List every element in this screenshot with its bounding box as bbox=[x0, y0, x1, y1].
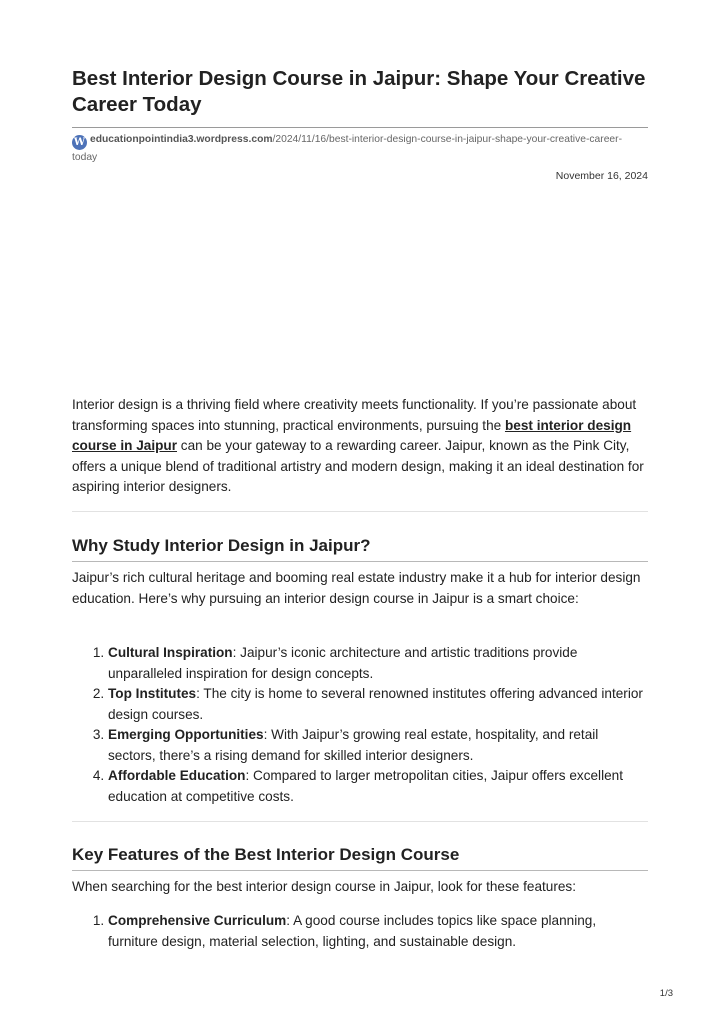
section-divider bbox=[72, 821, 648, 822]
list-item-term: Cultural Inspiration bbox=[108, 645, 233, 660]
title-divider bbox=[72, 127, 648, 128]
page-number: 1/3 bbox=[659, 988, 673, 999]
features-list bbox=[72, 911, 648, 952]
list-item-term: Emerging Opportunities bbox=[108, 727, 264, 742]
section-paragraph-why: Jaipur’s rich cultural heritage and booming real estate industry make it a hub for interior design education. Here’s why pursuing an interior design course in Jaipur is a smart choice: bbox=[72, 570, 641, 606]
list-item-desc: : A good course includes topics like space planning, furniture design, material selection, lighting, and sustainable design. bbox=[108, 913, 597, 949]
intro-text-before: Interior design is a thriving field where creativity meets functionality. If you’re passionate about transforming spaces into stunning, practical environments, pursuing the bbox=[72, 397, 637, 433]
source-line bbox=[72, 132, 632, 166]
list-item bbox=[108, 911, 648, 952]
course-link[interactable]: best interior design course in Jaipur bbox=[72, 417, 632, 453]
article-title: Best Interior Design Course in Jaipur: Shape Your Creative Career Today bbox=[72, 67, 646, 116]
intro-text-after: can be your gateway to a rewarding career. Jaipur, known as the Pink City, offers a unique blend of traditional artistry and modern design, making it an ideal destination for aspiring interior designers. bbox=[72, 438, 644, 494]
heading-underline bbox=[72, 870, 648, 871]
why-list bbox=[72, 643, 648, 807]
list-item-term: Top Institutes bbox=[108, 686, 197, 701]
section-heading-features: Key Features of the Best Interior Design Course bbox=[72, 845, 460, 864]
list-item bbox=[108, 725, 648, 766]
section-paragraph-features: When searching for the best interior design course in Jaipur, look for these features: bbox=[72, 879, 576, 894]
list-item-term: Affordable Education bbox=[108, 768, 246, 783]
list-item-desc: : Jaipur’s iconic architecture and artistic traditions provide unparalleled inspiration for design concepts. bbox=[108, 645, 578, 681]
heading-underline bbox=[72, 561, 648, 562]
list-item-desc: : Compared to larger metropolitan cities, Jaipur offers excellent education at competitive costs. bbox=[108, 768, 623, 804]
list-item bbox=[108, 684, 648, 725]
intro-paragraph bbox=[72, 395, 648, 498]
list-item bbox=[108, 643, 648, 684]
list-item-desc: : With Jaipur’s growing real estate, hospitality, and retail sectors, there’s a rising demand for skilled interior designers. bbox=[108, 727, 599, 763]
section-heading-why: Why Study Interior Design in Jaipur? bbox=[72, 536, 371, 555]
publish-date: November 16, 2024 bbox=[555, 170, 648, 182]
source-domain[interactable]: educationpointindia3.wordpress.com bbox=[90, 134, 273, 145]
section-divider bbox=[72, 511, 648, 512]
list-item-desc: : The city is home to several renowned institutes offering advanced interior design courses. bbox=[108, 686, 643, 722]
list-item bbox=[108, 766, 648, 807]
list-item-term: Comprehensive Curriculum bbox=[108, 913, 287, 928]
source-path[interactable]: /2024/11/16/best-interior-design-course-in-jaipur-shape-your-creative-career-today bbox=[72, 134, 623, 163]
wordpress-icon: W bbox=[73, 137, 86, 148]
